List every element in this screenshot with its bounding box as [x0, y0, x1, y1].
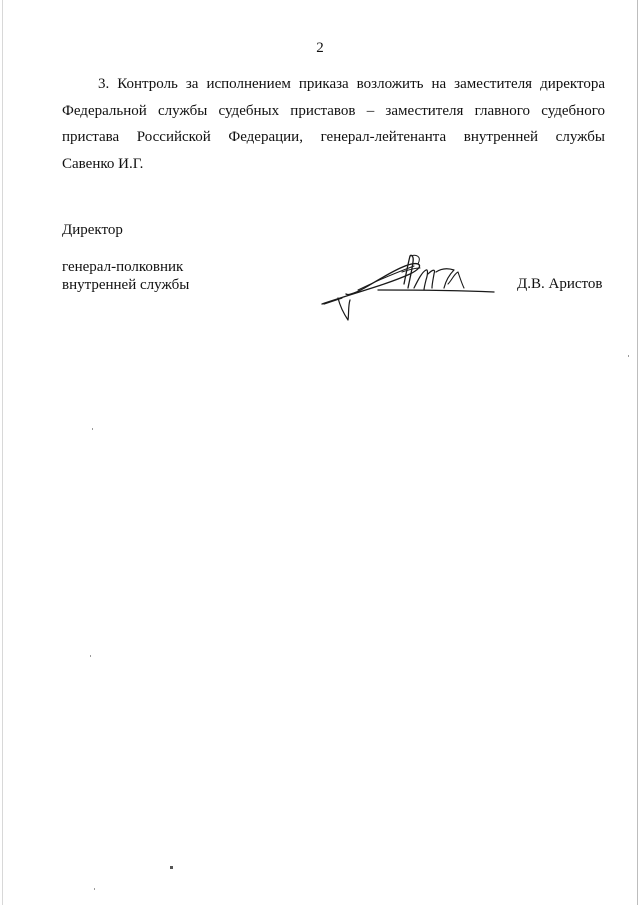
scan-edge-left	[2, 0, 3, 905]
signer-name: Д.В. Аристов	[517, 276, 603, 292]
handwritten-signature	[318, 244, 500, 324]
paragraph-line-4: Савенко И.Г.	[62, 155, 144, 172]
rank	[62, 258, 189, 294]
rank-line-2: внутренней службы	[62, 277, 190, 293]
scan-speck	[92, 428, 93, 430]
order-paragraph	[62, 71, 605, 177]
scan-speck	[94, 888, 95, 890]
scan-speck	[90, 655, 91, 657]
paragraph-line-2: Федеральной службы судебных приставов – заместителя главного судебного	[62, 102, 605, 119]
scan-speck	[170, 866, 173, 869]
position-title: Директор	[62, 222, 123, 238]
page-number: 2	[316, 40, 324, 56]
rank-line-1: генерал-полковник	[62, 259, 184, 275]
scan-edge-right	[637, 0, 638, 905]
paragraph-line-1: 3. Контроль за исполнением приказа возложить на заместителя директора	[98, 76, 605, 92]
paragraph-line-3: пристава Российской Федерации, генерал-лейтенанта внутренней службы	[62, 129, 605, 145]
scan-speck	[628, 355, 629, 357]
